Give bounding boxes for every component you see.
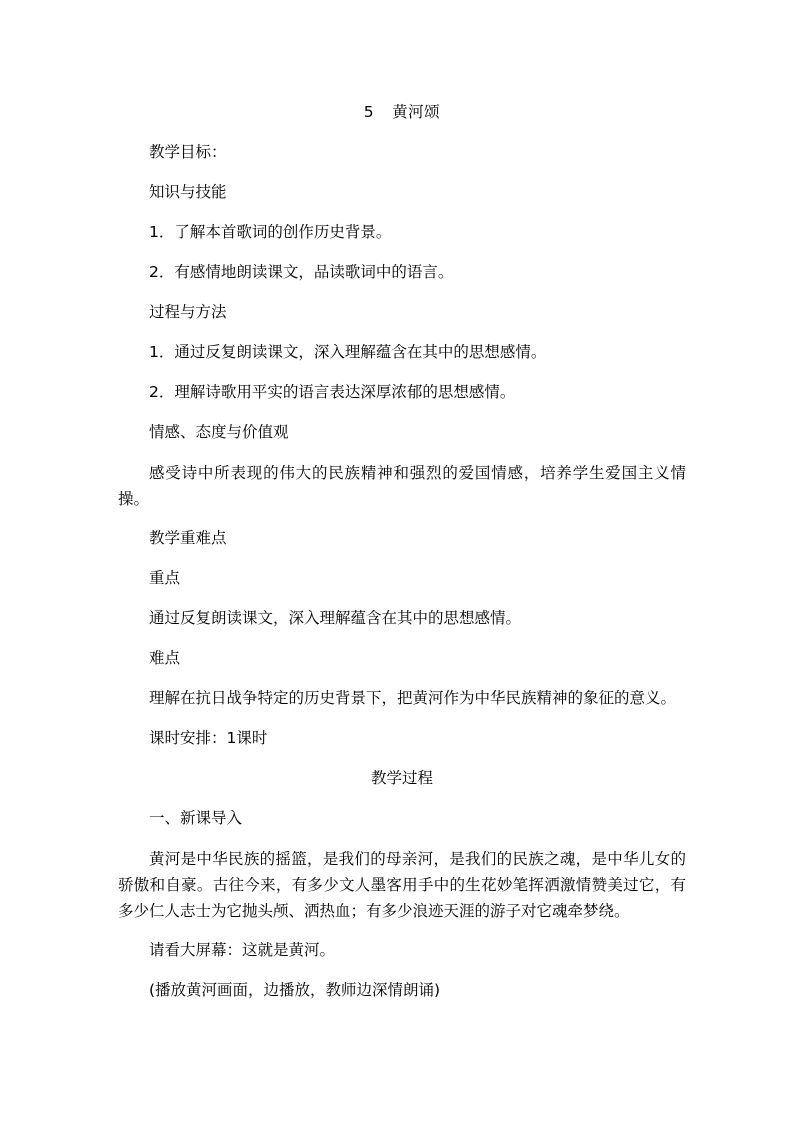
difficult-point-text: 理解在抗日战争特定的历史背景下，把黄河作为中华民族精神的象征的意义。 — [149, 689, 677, 707]
document-body — [118, 98, 686, 1004]
key-point-text: 通过反复朗读课文，深入理解蕴含在其中的思想感情。 — [149, 609, 522, 627]
lesson-title: 黄河颂 — [392, 103, 441, 121]
document-title — [118, 98, 686, 126]
intro-paragraph: 黄河是中华民族的摇篮，是我们的母亲河，是我们的民族之魂，是中华儿女的骄傲和自豪。古往今来，有多少文人墨客用手中的生花妙笔挥洒激情赞美过它，有多少仁人志士为它抛头颅、洒热血；有多少浪迹天涯的游子对它魂牵梦绕。 — [118, 850, 686, 920]
key-point-heading: 重点 — [149, 569, 181, 587]
teaching-goals-heading: 教学目标： — [149, 143, 227, 161]
knowledge-item-2: 2．有感情地朗读课文，品读歌词中的语言。 — [149, 263, 454, 281]
emotion-values-paragraph: 感受诗中所表现的伟大的民族精神和强烈的爱国情感，培养学生爱国主义情操。 — [118, 464, 686, 508]
knowledge-skills-heading: 知识与技能 — [149, 183, 227, 201]
process-method-heading: 过程与方法 — [149, 303, 227, 321]
difficult-point-heading: 难点 — [149, 649, 181, 667]
knowledge-item-1: 1．了解本首歌词的创作历史背景。 — [149, 223, 392, 241]
screen-prompt: 请看大屏幕：这就是黄河。 — [149, 941, 336, 959]
stage-direction: (播放黄河画面，边播放，教师边深情朗诵) — [149, 981, 441, 999]
key-difficult-heading: 教学重难点 — [149, 529, 227, 547]
section-intro-heading: 一、新课导入 — [149, 809, 243, 827]
class-hours: 课时安排：1课时 — [149, 729, 268, 747]
emotion-values-heading: 情感、态度与价值观 — [149, 423, 289, 441]
process-item-1: 1．通过反复朗读课文，深入理解蕴含在其中的思想感情。 — [149, 343, 547, 361]
process-item-2: 2．理解诗歌用平实的语言表达深厚浓郁的思想感情。 — [149, 383, 516, 401]
teaching-process-heading: 教学过程 — [370, 769, 433, 787]
lesson-number: 5 — [363, 103, 375, 121]
